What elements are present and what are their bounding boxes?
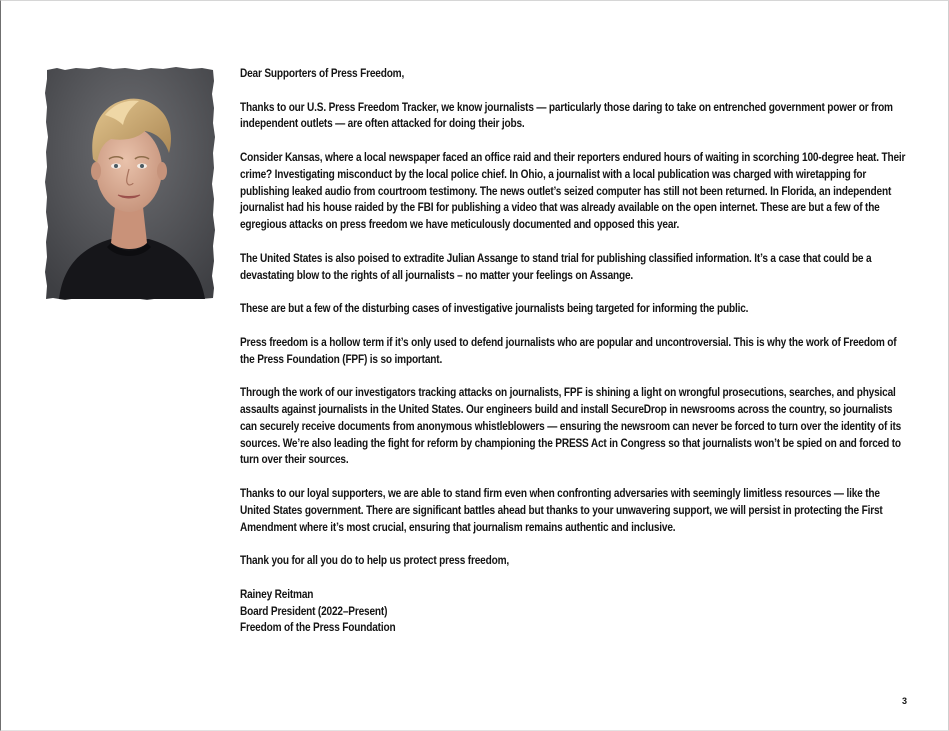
signature-block — [240, 587, 912, 637]
signature-organization: Freedom of the Press Foundation — [240, 621, 396, 635]
letter-salutation: Dear Supporters of Press Freedom, — [240, 67, 405, 80]
letter-paragraph: Through the work of our investigators tracking attacks on journalists, FPF is shining a light on wrongful prosecutions, searches, and physical assaults against journalists in the United States. Our engineers build and install SecureDrop in newsrooms across the country, so journalists can securely receive documents from anonymous whistleblowers — ensuring the newsroom can never be forced to turn over the identity of its sources. We’re also leading the fight for reform by championing the PRESS Act in Congress so that journalists won’t be spied on and forced to turn over their sources. — [240, 386, 902, 467]
letter-paragraph: Thanks to our U.S. Press Freedom Tracker, we know journalists — particularly those daring to take on entrenched government power or from independent outlets — are often attacked for doing their jobs. — [240, 100, 893, 131]
signature-role: Board President (2022–Present) — [240, 604, 388, 618]
letter-body — [240, 66, 906, 637]
letter-paragraph: The United States is also poised to extradite Julian Assange to stand trial for publishing classified information. It’s a case that could be a devastating blow to the rights of all journalists – no matter your feelings on Assange. — [240, 251, 872, 282]
letter-paragraph: Thanks to our loyal supporters, we are able to stand firm even when confronting adversaries with seemingly limitless resources — like the United States government. There are significant battles ahead but thanks to your unwavering support, we will persist in protecting the First Amendment where it’s most crucial, ensuring that journalism remains authentic and inclusive. — [240, 486, 883, 534]
signature-name: Rainey Reitman — [240, 587, 314, 601]
letter-paragraph: Consider Kansas, where a local newspaper faced an office raid and their reporters endured hours of waiting in scorching 100-degree heat. Their crime? Investigating misconduct by the local police chief. In Ohio, a journalist with a local publication was charged with wiretapping for publishing leaked audio from courtroom testimony. The news outlet’s seized computer has still not been returned. In Florida, an independent journalist had his house raided by the FBI for publishing a video that was already available on the open internet. These are but a few of the egregious attacks on press freedom we have meticulously documented and opposed this year. — [240, 150, 906, 232]
portrait-photo — [45, 67, 215, 300]
letter-paragraph: These are but a few of the disturbing cases of investigative journalists being targeted for informing the public. — [240, 302, 749, 316]
page-number: 3 — [901, 696, 907, 706]
letter-closing: Thank you for all you do to help us protect press freedom, — [240, 554, 510, 568]
letter-paragraph: Press freedom is a hollow term if it’s only used to defend journalists who are popular and uncontroversial. This is why the work of Freedom of the Press Foundation (FPF) is so important. — [240, 335, 897, 366]
